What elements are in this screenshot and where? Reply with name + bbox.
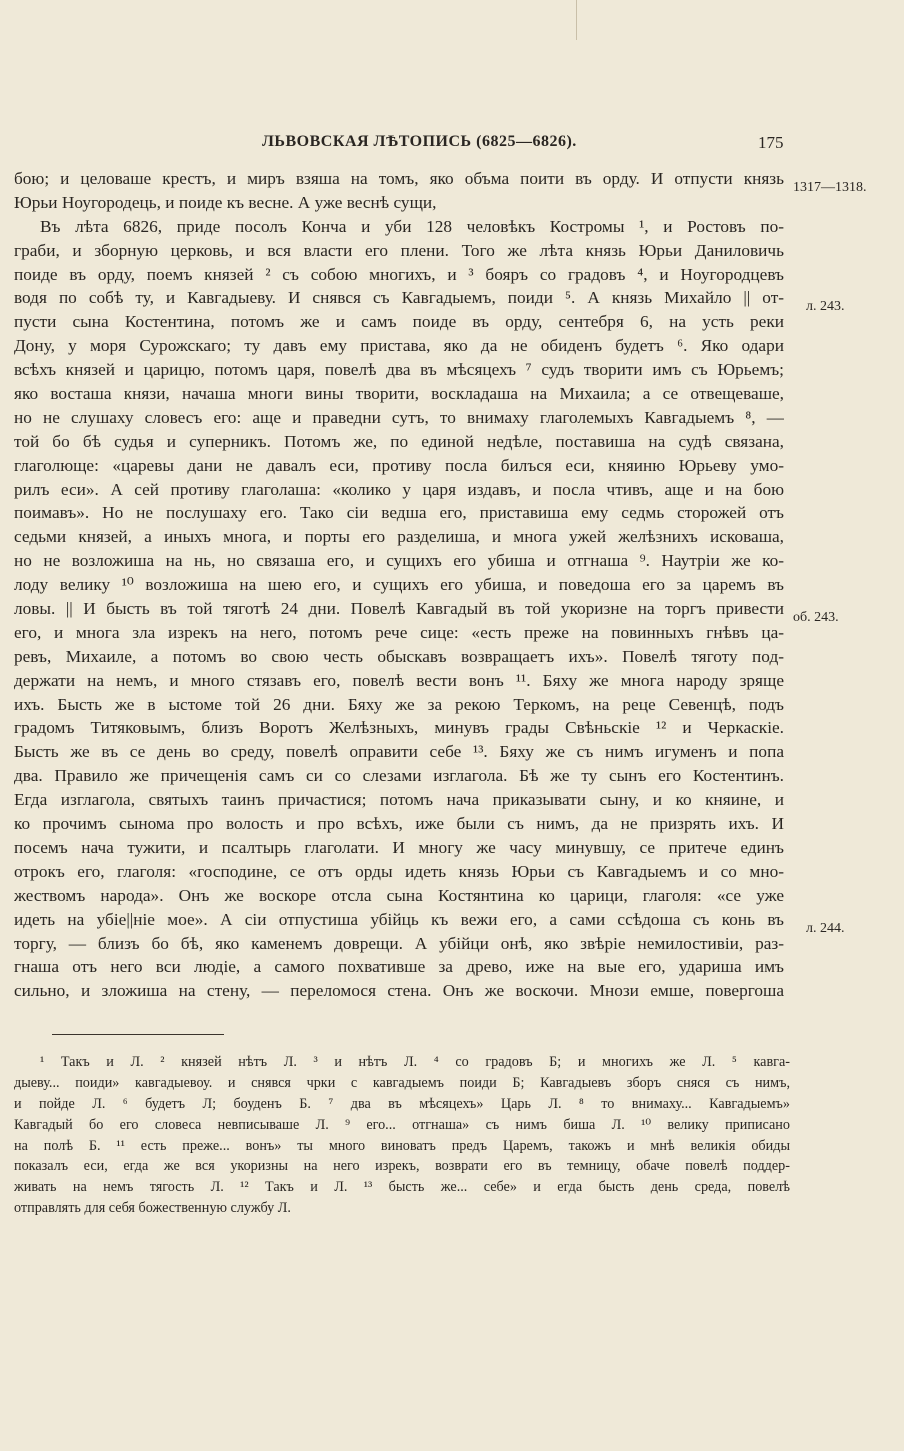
text-line: седьми князей, а иныхъ многа, и порты его разделиша, и многа ужей желѣзнихъ исковаша, [14,527,784,547]
text-line: поимавъ». Но не послушаху его. Тако сіи ведша его, приставиша ему седмь сторожей отъ [14,503,784,523]
text-line: яко восташа князи, начаша многи вины творити, воскладаша на Михаила; а се отвещеваше, [14,384,784,404]
text-line: лоду велику ¹⁰ возложиша на шею его, и сущихъ его убиша, и поведоша его за царемъ въ [14,575,784,595]
text-line: Юрьи Ноугородець, и поиде къ весне. А уже веснѣ сущи, [14,192,437,212]
margin-note-leaf: об. 243. [793,610,839,625]
footnote-line: и пойде Л. ⁶ будетъ Л; боуденъ Б. ⁷ два въ мѣсяцехъ» Царь Л. ⁸ то внимаху... Кавгадыемъ» [14,1095,790,1112]
text-line: поиде въ орду, поемъ князей ² съ собою многихъ, и ³ бояръ со градовъ ⁴, и Ноугородцевъ [14,264,784,284]
text-line: граби, и зборную церковь, и вся власти его плени. Того же лѣта князь Юрьи Даниловичь [14,240,784,260]
text-line: но не возложиша на нь, но связаша его, и сущихъ его убиша и отгнаша ⁹. Наутріи же ко- [14,551,784,571]
text-line: ревъ, Михаиле, а потомъ во свою честь обыскавъ возвращаетъ ихъ». Повелѣ тяготу под- [14,646,784,666]
text-line: глаголюще: «царевы дани не давалъ еси, противу посла билъся еси, княиню Юрьеву умо- [14,455,784,475]
text-line: бою; и целоваше крестъ, и миръ взяша на томъ, яко объма поити въ орду. И отпусти князь [14,169,784,188]
footnote-separator [52,1034,224,1035]
running-title: ЛЬВОВСКАЯ ЛѢТОПИСЬ (6825—6826). [262,133,577,150]
footnote-line: дыеву... поиди» кавгадыевоу. и снявся чрки с кавгадыемъ поиди Б; Кавгадыевъ зборъ сняся съ нимъ, [14,1074,790,1091]
text-line: отрокъ его, глаголя: «господине, се отъ орды идеть князь Юрьи съ Кавгадыемъ и со мно- [14,861,784,881]
text-line: пусти сына Костентина, потомъ же и самъ поиде въ орду, сентебря 6, на усть реки [14,312,784,332]
text-line: Дону, у моря Сурожскаго; ту давъ ему пристава, яко да не обиденъ будетъ ⁶. Яко одари [14,336,784,356]
text-line: градомъ Титяковымъ, близъ Воротъ Желѣзныхъ, минувъ грады Свѣньскіе ¹² и Черкаскіе. [14,718,784,738]
footnote-line: показалъ еси, егда же вся укоризны на него изрекъ, возврати его въ темницу, обаче повелѣ поддер- [14,1158,790,1175]
text-line: ловы. || И бысть въ той тяготѣ 24 дни. Повелѣ Кавгадый въ той укоризне на торгъ привести [14,599,784,619]
text-line: два. Правило же причещенія самъ си со слезами изглагола. Бѣ же ту сынъ его Костентинъ. [14,766,784,786]
footnote-line: отправлять для себя божественную службу Л. [14,1200,291,1217]
footnote-line: на полѣ Б. ¹¹ есть преже... вонъ» ты много виноватъ предъ Царемъ, такожъ и мнѣ великія обиды [14,1137,790,1154]
page-number: 175 [758,133,784,152]
footnote-line: живать на немъ тягость Л. ¹² Такъ и Л. ¹³ бысть же... себе» и егда бысть день среда, повелѣ [14,1179,790,1196]
text-line: жествомъ народа». Онъ же воскоре отсла сына Костянтина ко царици, глаголя: «се уже [14,885,784,905]
margin-note-years: 1317—1318. [793,180,867,195]
text-line: всѣхъ князей и царицю, потомъ царя, повелѣ два въ мѣсяцехъ ⁷ судъ творити имъ съ Юрьемъ; [14,360,784,380]
text-line: водя по собѣ ту, и Кавгадыеву. И снявся съ Кавгадыемъ, поиди ⁵. А князь Михайло || от- [14,288,784,308]
text-line: ко прочимъ сынома про волость и про всѣхъ, иже были съ нимъ, да не призрять ихъ. И [14,814,784,834]
text-line: гнаша отъ него вси людіе, а самого похвативше за древо, иже на вые его, удариша имъ [14,957,784,977]
text-line: Егда изглагола, святыхъ таинъ причастися; потомъ нача приказывати сыну, и ко княине, и [14,790,784,810]
footnote-line: Кавгадый бо его словеса невписываше Л. ⁹ его... отгнаша» съ нимъ биша Л. ¹⁰ велику приписано [14,1116,790,1133]
margin-note-leaf: л. 243. [806,299,845,314]
footnotes [14,1052,790,1219]
text-line: посемъ нача тужити, и псалтырь глаголати. И многу же часу минувшу, се притече единъ [14,837,784,857]
text-line: торгу, — близъ бо бѣ, яко каменемъ доврещи. А убійци онѣ, яко звѣріе немилостивіи, раз- [14,933,784,953]
text-line: но не слушаху словесъ его: аще и праведни сутъ, то внимаху глаголемыхъ Кавгадыемъ ⁸, — [14,407,784,427]
text-line: держати на немъ, и много стязавъ его, повелѣ вести вонъ ¹¹. Бяху же многа народу зряще [14,670,784,690]
text-line: той бо бѣ судья и суперникъ. Потомъ же, по единой недѣле, поставиша на судѣ связана, [14,431,784,451]
text-line: идеть на убіе||ніе мое». А сіи отпустиша убійць къ вежи его, а сами ссѣдоша съ конь въ [14,909,784,929]
text-line: его, и многа зла изрекъ на него, потомъ рече сице: «есть преже на повинныхъ гнѣвъ ца- [14,622,784,642]
text-line: Въ лѣта 6826, приде посолъ Конча и уби 128 человѣкъ Костромы ¹, и Ростовъ по- [40,216,784,236]
text-line: сильно, и зложиша на стену, — переломося стена. Онъ же воскочи. Мнози емше, повергоша [14,981,784,1001]
text-line: Бысть же въ се день во среду, повелѣ оправити себе ¹³. Бяху же съ нимъ игуменъ и попа [14,742,784,762]
text-line: ихъ. Бысть же в ыстоме той 26 дни. Бяху же за рекою Теркомъ, на реце Севенцѣ, подъ [14,694,784,714]
text-line: рилъ еси». А сей противу глаголаша: «колико у царя издавъ, и посла чтивъ, аще и на бою [14,479,784,499]
margin-note-leaf: л. 244. [806,921,845,936]
footnote-line: ¹ Такъ и Л. ² князей нѣтъ Л. ³ и нѣтъ Л. ⁴ со градовъ Б; и многихъ же Л. ⁵ кавга- [40,1054,790,1070]
